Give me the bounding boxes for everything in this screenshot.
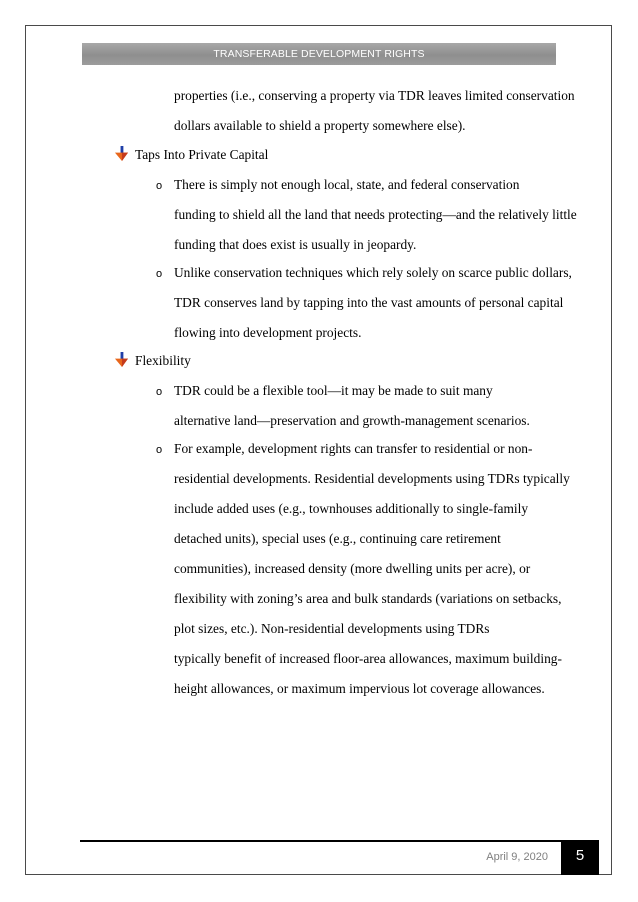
footer-rule	[80, 840, 561, 842]
paragraph-line: There is simply not enough local, state, and federal conservation	[174, 177, 520, 192]
paragraph-line: residential developments. Residential developments using TDRs typically	[174, 471, 570, 486]
paragraph-line: TDR could be a flexible tool—it may be made to suit many	[174, 383, 493, 398]
paragraph-line: plot sizes, etc.). Non-residential developments using TDRs	[174, 621, 490, 636]
paragraph-line: typically benefit of increased floor-area allowances, maximum building-	[174, 651, 562, 666]
page-number: 5	[561, 840, 599, 875]
paragraph-line: height allowances, or maximum impervious lot coverage allowances.	[174, 681, 545, 696]
paragraph-line: detached units), special uses (e.g., continuing care retirement	[174, 531, 501, 546]
paragraph-line: alternative land—preservation and growth-management scenarios.	[174, 413, 530, 428]
paragraph-line: funding to shield all the land that needs protecting—and the relatively little	[174, 207, 577, 222]
footer-date: April 9, 2020	[486, 851, 548, 863]
paragraph-line: funding that does exist is usually in jeopardy.	[174, 237, 417, 252]
section-title: Taps Into Private Capital	[135, 147, 269, 162]
paragraph-line: Unlike conservation techniques which rely solely on scarce public dollars,	[174, 265, 572, 280]
paragraph-line: include added uses (e.g., townhouses additionally to single-family	[174, 501, 529, 516]
sub-bullet-marker: o	[156, 268, 163, 280]
arrow-down-bullet-icon	[114, 146, 129, 161]
section-title: Flexibility	[135, 353, 191, 368]
paragraph-line: flowing into development projects.	[174, 325, 362, 340]
sub-bullet-marker: o	[156, 444, 163, 456]
arrow-down-bullet-icon	[114, 352, 129, 367]
paragraph-line: For example, development rights can transfer to residential or non-	[174, 441, 533, 456]
paragraph-line: TDR conserves land by tapping into the vast amounts of personal capital	[174, 295, 564, 310]
paragraph-line: flexibility with zoning’s area and bulk standards (variations on setbacks,	[174, 591, 562, 606]
sub-bullet-marker: o	[156, 180, 163, 192]
continuation-line: dollars available to shield a property somewhere else).	[174, 118, 466, 133]
running-header: TRANSFERABLE DEVELOPMENT RIGHTS	[82, 43, 556, 65]
continuation-line: properties (i.e., conserving a property via TDR leaves limited conservation	[174, 88, 575, 103]
sub-bullet-marker: o	[156, 386, 163, 398]
paragraph-line: communities), increased density (more dwelling units per acre), or	[174, 561, 531, 576]
